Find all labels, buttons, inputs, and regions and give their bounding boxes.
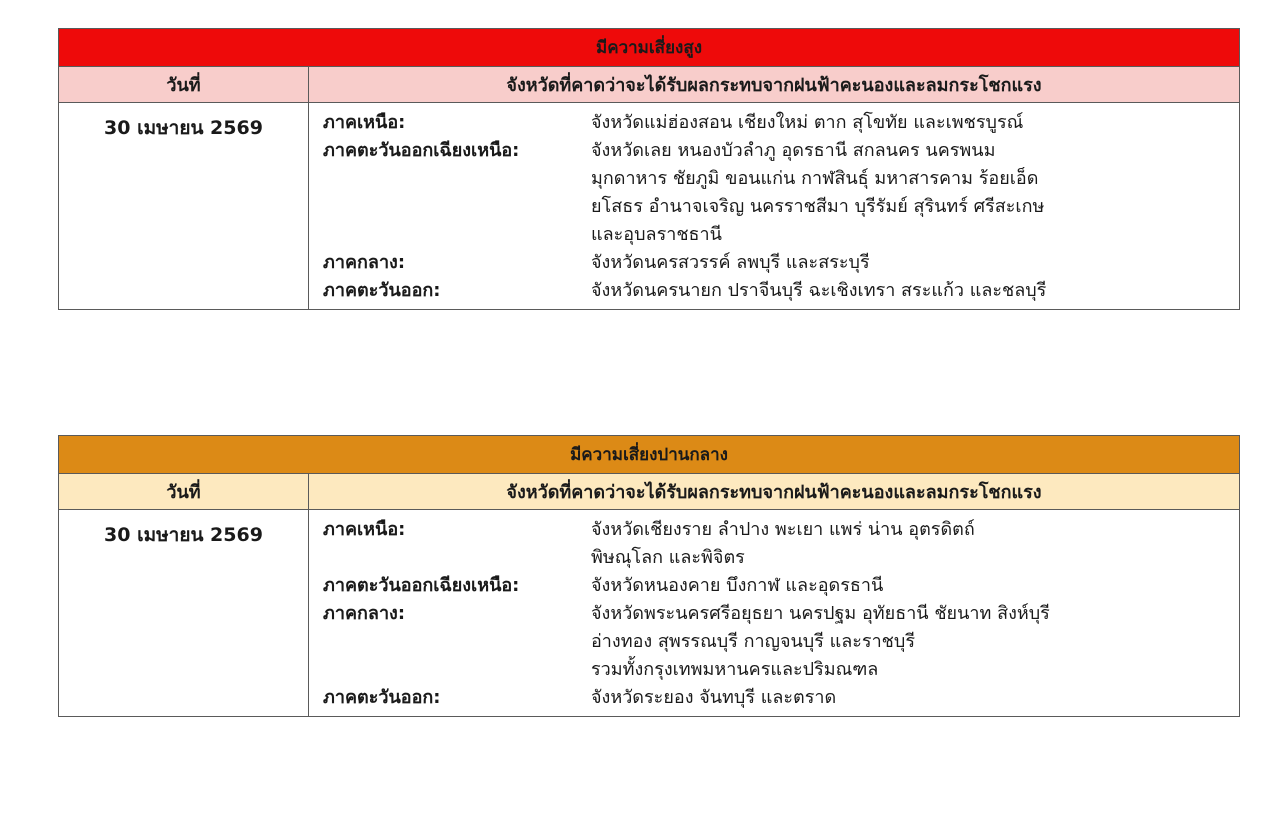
province-line: จังหวัดพระนครศรีอยุธยา นครปฐม อุทัยธานี ชัยนาท สิงห์บุรี [591,603,1050,624]
medium-risk-table [58,435,1240,717]
high-risk-regions [309,103,1240,310]
province-line: จังหวัดเลย หนองบัวลำภู อุดรธานี สกลนคร นครพนม [591,140,996,161]
high-risk-title: มีความเสี่ยงสูง [59,29,1240,67]
medium-risk-title: มีความเสี่ยงปานกลาง [59,436,1240,474]
region-row [309,516,1239,572]
region-provinces [591,600,1239,684]
medium-risk-provinces-header: จังหวัดที่คาดว่าจะได้รับผลกระทบจากฝนฟ้าคะนองและลมกระโชกแรง [309,474,1240,510]
region-row [309,137,1239,249]
high-risk-table [58,28,1240,310]
region-provinces [591,137,1239,249]
region-provinces [591,684,1239,712]
province-line: ยโสธร อำนาจเจริญ นครราชสีมา บุรีรัมย์ สุรินทร์ ศรีสะเกษ [591,196,1045,217]
region-name: ภาคกลาง: [323,252,406,273]
province-line: จังหวัดระยอง จันทบุรี และตราด [591,687,837,708]
province-line: จังหวัดหนองคาย บึงกาฬ และอุดรธานี [591,575,884,596]
province-line: รวมทั้งกรุงเทพมหานครและปริมณฑล [591,659,879,680]
region-provinces [591,572,1239,600]
province-line: อ่างทอง สุพรรณบุรี กาญจนบุรี และราชบุรี [591,631,915,652]
province-line: จังหวัดแม่ฮ่องสอน เชียงใหม่ ตาก สุโขทัย และเพชรบูรณ์ [591,112,1024,133]
region-provinces [591,516,1239,572]
region-row [309,684,1239,712]
region-provinces [591,277,1239,305]
region-row [309,600,1239,684]
region-name: ภาคกลาง: [323,603,406,624]
region-name: ภาคตะวันออก: [323,687,441,708]
region-name: ภาคเหนือ: [323,112,406,133]
province-line: จังหวัดเชียงราย ลำปาง พะเยา แพร่ น่าน อุตรดิตถ์ [591,519,975,540]
province-line: มุกดาหาร ชัยภูมิ ขอนแก่น กาฬสินธุ์ มหาสารคาม ร้อยเอ็ด [591,168,1039,189]
medium-risk-regions [309,510,1240,717]
province-line: จังหวัดนครสวรรค์ ลพบุรี และสระบุรี [591,252,870,273]
high-risk-provinces-header: จังหวัดที่คาดว่าจะได้รับผลกระทบจากฝนฟ้าคะนองและลมกระโชกแรง [309,67,1240,103]
province-line: พิษณุโลก และพิจิตร [591,547,745,568]
region-provinces [591,109,1239,137]
high-risk-date: 30 เมษายน 2569 [59,103,309,310]
region-name: ภาคตะวันออกเฉียงเหนือ: [323,575,520,596]
region-name: ภาคเหนือ: [323,519,406,540]
high-risk-date-header: วันที่ [59,67,309,103]
region-name: ภาคตะวันออกเฉียงเหนือ: [323,140,520,161]
province-line: จังหวัดนครนายก ปราจีนบุรี ฉะเชิงเทรา สระแก้ว และชลบุรี [591,280,1047,301]
medium-risk-date-header: วันที่ [59,474,309,510]
medium-risk-date: 30 เมษายน 2569 [59,510,309,717]
region-row [309,109,1239,137]
region-name: ภาคตะวันออก: [323,280,441,301]
region-provinces [591,249,1239,277]
province-line: และอุบลราชธานี [591,224,722,245]
region-row [309,249,1239,277]
region-row [309,572,1239,600]
region-row [309,277,1239,305]
